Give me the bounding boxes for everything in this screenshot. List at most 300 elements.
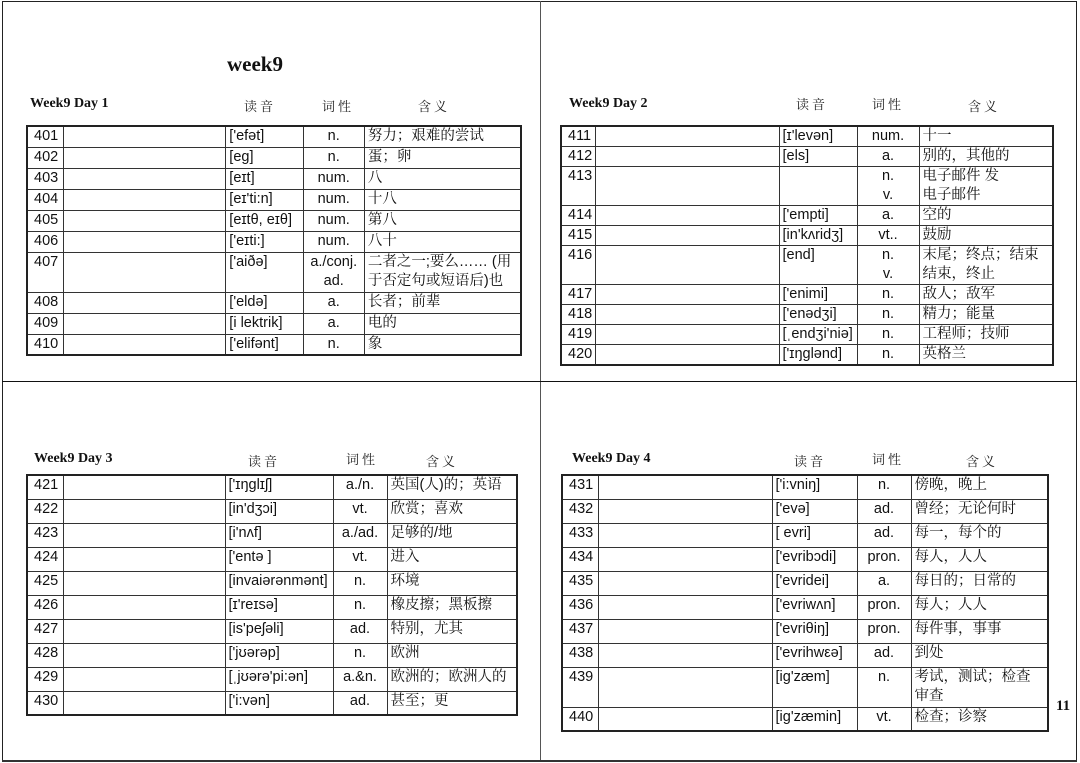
phonetic-cell: [eɪ'ti:n] xyxy=(226,189,303,210)
part-of-speech-cell xyxy=(857,226,919,246)
meaning-line: 努力；艰难的尝试 xyxy=(367,128,484,144)
part-of-speech-cell xyxy=(303,334,364,355)
part-of-speech: num. xyxy=(317,211,350,228)
meaning-line: 每人，人人 xyxy=(914,548,987,565)
header-meaning: 含义 xyxy=(418,100,451,115)
word-cell xyxy=(598,571,772,595)
meaning-line: 末尾；终点；结束 xyxy=(922,247,1039,263)
meaning-line: 象 xyxy=(367,335,383,352)
phonetic-cell: [eɪtθ, eɪθ] xyxy=(226,210,303,231)
part-of-speech: a./ad. xyxy=(341,524,379,541)
day-title: Week9 Day 3 xyxy=(34,451,113,466)
table-row xyxy=(27,643,517,667)
word-cell xyxy=(595,305,779,325)
word-cell xyxy=(598,667,772,707)
meaning-cell xyxy=(919,126,1053,147)
header-pos: 词性 xyxy=(872,98,905,113)
part-of-speech-cell xyxy=(857,499,911,523)
phonetic-cell: ['efət] xyxy=(226,126,303,147)
table-row xyxy=(561,126,1053,147)
word-cell xyxy=(595,246,779,285)
meaning-cell xyxy=(919,285,1053,305)
meaning-line: 于否定句或短语后)也 xyxy=(367,272,504,289)
part-of-speech-cell xyxy=(303,292,364,313)
table-row xyxy=(561,285,1053,305)
part-of-speech-cell xyxy=(857,147,919,167)
entry-number: 436 xyxy=(562,595,598,619)
entry-number: 412 xyxy=(561,147,595,167)
vocab-table-body xyxy=(27,475,517,715)
header-pos: 词性 xyxy=(346,453,379,468)
part-of-speech: n. xyxy=(881,247,895,263)
meaning-line: 每人；人人 xyxy=(914,596,987,613)
table-row xyxy=(27,499,517,523)
meaning-line: 第八 xyxy=(367,211,397,228)
entry-number: 411 xyxy=(561,126,595,147)
meaning-cell xyxy=(387,619,517,643)
meaning-line: 八 xyxy=(367,169,383,186)
part-of-speech-cell xyxy=(333,547,387,571)
entry-number: 418 xyxy=(561,305,595,325)
part-of-speech: pron. xyxy=(867,620,901,637)
word-cell xyxy=(598,475,772,499)
part-of-speech-cell xyxy=(303,168,364,189)
part-of-speech-cell xyxy=(857,246,919,285)
part-of-speech: vt. xyxy=(352,500,368,517)
part-of-speech: ad. xyxy=(349,620,371,637)
meaning-line: 别的，其他的 xyxy=(922,148,1010,164)
part-of-speech-cell xyxy=(333,643,387,667)
part-of-speech-cell xyxy=(303,231,364,252)
table-row xyxy=(562,571,1048,595)
word-cell xyxy=(595,147,779,167)
word-cell xyxy=(63,643,225,667)
entry-number: 417 xyxy=(561,285,595,305)
table-row xyxy=(27,168,521,189)
part-of-speech-cell xyxy=(857,619,911,643)
meaning-cell xyxy=(364,189,521,210)
table-row xyxy=(27,126,521,147)
part-of-speech: pron. xyxy=(867,548,901,565)
page-title: week9 xyxy=(227,52,283,76)
part-of-speech-cell xyxy=(333,475,387,499)
meaning-line: 环境 xyxy=(390,572,420,589)
word-cell xyxy=(598,643,772,667)
meaning-line: 十八 xyxy=(367,190,397,207)
word-cell xyxy=(63,292,226,313)
meaning-line: 审查 xyxy=(914,687,944,704)
entry-number: 421 xyxy=(27,475,63,499)
part-of-speech-cell xyxy=(333,667,387,691)
meaning-cell xyxy=(364,334,521,355)
vocab-table-day3 xyxy=(26,474,518,716)
word-cell xyxy=(595,126,779,147)
entry-number: 402 xyxy=(27,147,63,168)
entry-number: 428 xyxy=(27,643,63,667)
header-phonetic: 读音 xyxy=(244,100,277,115)
header-phonetic: 读音 xyxy=(248,455,281,470)
word-cell xyxy=(63,252,226,292)
phonetic-cell: ['jʊərəp] xyxy=(225,643,333,667)
meaning-cell xyxy=(911,667,1048,707)
meaning-line: 甚至；更 xyxy=(390,692,449,709)
entry-number: 432 xyxy=(562,499,598,523)
word-cell xyxy=(598,619,772,643)
phonetic-cell: ['eldə] xyxy=(226,292,303,313)
phonetic-cell: [ˌendʒi'niə] xyxy=(779,325,857,345)
entry-number: 423 xyxy=(27,523,63,547)
meaning-line: 精力；能量 xyxy=(922,306,995,322)
meaning-cell xyxy=(387,547,517,571)
table-row xyxy=(27,189,521,210)
table-row xyxy=(561,226,1053,246)
part-of-speech-cell xyxy=(303,313,364,334)
part-of-speech-cell xyxy=(303,252,364,292)
word-cell xyxy=(63,595,225,619)
meaning-cell xyxy=(919,147,1053,167)
phonetic-cell: ['eɪti:] xyxy=(226,231,303,252)
table-row xyxy=(27,147,521,168)
meaning-cell xyxy=(919,226,1053,246)
part-of-speech: n. xyxy=(881,326,895,342)
part-of-speech-cell xyxy=(857,643,911,667)
table-row xyxy=(562,523,1048,547)
meaning-cell xyxy=(911,707,1048,731)
entry-number: 434 xyxy=(562,547,598,571)
table-row xyxy=(27,313,521,334)
part-of-speech-cell xyxy=(857,325,919,345)
part-of-speech-cell xyxy=(857,206,919,226)
phonetic-cell: [i lektrik] xyxy=(226,313,303,334)
part-of-speech-cell xyxy=(857,523,911,547)
entry-number: 424 xyxy=(27,547,63,571)
phonetic-cell: [ig'zæm] xyxy=(772,667,857,707)
entry-number: 406 xyxy=(27,231,63,252)
meaning-cell xyxy=(364,231,521,252)
part-of-speech: n. xyxy=(881,346,895,362)
meaning-line: 电的 xyxy=(367,314,397,331)
part-of-speech: num. xyxy=(871,128,905,144)
part-of-speech: vt. xyxy=(352,548,368,565)
phonetic-cell: [els] xyxy=(779,147,857,167)
table-row xyxy=(562,643,1048,667)
part-of-speech-cell xyxy=(857,305,919,325)
header-meaning: 含义 xyxy=(966,455,999,470)
entry-number: 440 xyxy=(562,707,598,731)
part-of-speech: num. xyxy=(317,190,350,207)
meaning-line: 傍晚，晚上 xyxy=(914,477,987,493)
phonetic-cell: [end] xyxy=(779,246,857,285)
entry-number: 431 xyxy=(562,475,598,499)
meaning-line: 英格兰 xyxy=(922,346,966,362)
part-of-speech: ad. xyxy=(873,524,895,541)
header-pos: 词性 xyxy=(872,453,905,468)
word-cell xyxy=(63,571,225,595)
part-of-speech-cell xyxy=(333,571,387,595)
entry-number: 413 xyxy=(561,167,595,206)
phonetic-cell: ['evriwʌn] xyxy=(772,595,857,619)
meaning-cell xyxy=(911,547,1048,571)
word-cell xyxy=(598,523,772,547)
part-of-speech: n. xyxy=(881,286,895,302)
meaning-line: 结束，终止 xyxy=(922,266,995,282)
meaning-line: 八十 xyxy=(367,232,397,249)
table-row xyxy=(561,345,1053,366)
entry-number: 437 xyxy=(562,619,598,643)
entry-number: 419 xyxy=(561,325,595,345)
vocab-table-day2 xyxy=(560,125,1054,366)
part-of-speech: ad. xyxy=(873,500,895,517)
table-row xyxy=(561,206,1053,226)
meaning-cell xyxy=(387,691,517,715)
entry-number: 414 xyxy=(561,206,595,226)
phonetic-cell: ['i:vniŋ] xyxy=(772,475,857,499)
phonetic-cell: [invaiərənmənt] xyxy=(225,571,333,595)
phonetic-cell: ['enimi] xyxy=(779,285,857,305)
meaning-cell xyxy=(911,643,1048,667)
word-cell xyxy=(63,126,226,147)
meaning-cell xyxy=(911,571,1048,595)
table-row xyxy=(562,619,1048,643)
part-of-speech-cell xyxy=(857,345,919,366)
part-of-speech-cell xyxy=(857,475,911,499)
word-cell xyxy=(595,206,779,226)
meaning-cell xyxy=(911,523,1048,547)
phonetic-cell: [eɪt] xyxy=(226,168,303,189)
phonetic-cell: [in'kʌridʒ] xyxy=(779,226,857,246)
part-of-speech-cell xyxy=(333,499,387,523)
part-of-speech-cell xyxy=(333,523,387,547)
meaning-line: 二者之一;要么…… (用 xyxy=(367,253,512,270)
header-phonetic: 读音 xyxy=(796,98,829,113)
vocab-table-day4 xyxy=(561,474,1049,732)
part-of-speech: a./n. xyxy=(345,477,375,493)
vocab-table-body xyxy=(27,126,521,355)
part-of-speech-cell xyxy=(857,667,911,707)
word-cell xyxy=(598,499,772,523)
meaning-line: 电子邮件 发 xyxy=(922,168,1000,184)
meaning-line: 考试，测试；检查 xyxy=(914,668,1031,685)
part-of-speech-cell xyxy=(303,147,364,168)
part-of-speech: a. xyxy=(327,314,340,331)
table-row xyxy=(27,619,517,643)
entry-number: 433 xyxy=(562,523,598,547)
day-title: Week9 Day 4 xyxy=(572,451,651,466)
table-row xyxy=(27,210,521,231)
table-row xyxy=(27,571,517,595)
meaning-line: 十一 xyxy=(922,128,952,144)
entry-number: 415 xyxy=(561,226,595,246)
word-cell xyxy=(598,595,772,619)
meaning-line: 空的 xyxy=(922,207,952,223)
meaning-line: 敌人；敌军 xyxy=(922,286,995,302)
table-row xyxy=(27,334,521,355)
part-of-speech: ad. xyxy=(323,272,344,289)
phonetic-cell: ['evridei] xyxy=(772,571,857,595)
meaning-cell xyxy=(387,667,517,691)
meaning-line: 蛋；卵 xyxy=(367,148,412,165)
part-of-speech-cell xyxy=(333,691,387,715)
part-of-speech: n. xyxy=(881,306,895,322)
phonetic-cell: [eg] xyxy=(226,147,303,168)
table-row xyxy=(561,167,1053,206)
entry-number: 422 xyxy=(27,499,63,523)
meaning-line: 电子邮件 xyxy=(922,187,981,203)
part-of-speech: n. xyxy=(881,168,895,184)
bottom-border xyxy=(2,760,1077,762)
part-of-speech: a. xyxy=(881,207,895,223)
phonetic-cell: [in'dʒɔi] xyxy=(225,499,333,523)
phonetic-cell: ['ɪŋglənd] xyxy=(779,345,857,366)
table-row xyxy=(562,475,1048,499)
phonetic-cell xyxy=(779,167,857,206)
phonetic-cell: ['empti] xyxy=(779,206,857,226)
part-of-speech: vt. xyxy=(876,708,892,725)
meaning-line: 欧洲的；欧洲人的 xyxy=(390,668,507,685)
part-of-speech-cell xyxy=(857,547,911,571)
part-of-speech-cell xyxy=(857,167,919,206)
entry-number: 435 xyxy=(562,571,598,595)
part-of-speech: n. xyxy=(327,148,340,165)
part-of-speech: n. xyxy=(327,128,340,144)
meaning-line: 特别，尤其 xyxy=(390,620,463,637)
part-of-speech: ad. xyxy=(349,692,371,709)
part-of-speech: a. xyxy=(327,293,340,310)
word-cell xyxy=(63,189,226,210)
part-of-speech: n. xyxy=(327,335,340,352)
meaning-line: 鼓励 xyxy=(922,227,952,243)
phonetic-cell: [ evri] xyxy=(772,523,857,547)
word-cell xyxy=(63,231,226,252)
table-row xyxy=(27,475,517,499)
entry-number: 438 xyxy=(562,643,598,667)
part-of-speech: a./conj. xyxy=(310,253,358,270)
part-of-speech-cell xyxy=(333,595,387,619)
table-row xyxy=(27,231,521,252)
part-of-speech-cell xyxy=(303,210,364,231)
part-of-speech-cell xyxy=(303,189,364,210)
table-row xyxy=(562,499,1048,523)
meaning-line: 曾经；无论何时 xyxy=(914,500,1016,517)
table-row xyxy=(27,252,521,292)
part-of-speech: ad. xyxy=(873,644,895,661)
table-row xyxy=(561,325,1053,345)
part-of-speech: a. xyxy=(881,148,895,164)
meaning-cell xyxy=(919,305,1053,325)
meaning-cell xyxy=(387,523,517,547)
entry-number: 439 xyxy=(562,667,598,707)
word-cell xyxy=(595,167,779,206)
day-title: Week9 Day 2 xyxy=(569,96,648,111)
part-of-speech-cell xyxy=(333,619,387,643)
meaning-line: 工程师；技师 xyxy=(922,326,1010,342)
meaning-line: 欣赏；喜欢 xyxy=(390,500,463,517)
meaning-line: 每日的；日常的 xyxy=(914,572,1016,589)
table-row xyxy=(27,292,521,313)
table-row xyxy=(562,595,1048,619)
word-cell xyxy=(63,168,226,189)
part-of-speech: n. xyxy=(877,668,891,685)
word-cell xyxy=(63,334,226,355)
meaning-cell xyxy=(364,126,521,147)
part-of-speech: n. xyxy=(353,572,367,589)
day-title: Week9 Day 1 xyxy=(30,96,109,111)
word-cell xyxy=(63,523,225,547)
entry-number: 405 xyxy=(27,210,63,231)
table-row xyxy=(27,523,517,547)
part-of-speech: pron. xyxy=(867,596,901,613)
meaning-line: 每一，每个的 xyxy=(914,524,1002,541)
word-cell xyxy=(63,499,225,523)
table-row xyxy=(562,667,1048,707)
phonetic-cell: ['evriθiŋ] xyxy=(772,619,857,643)
part-of-speech: num. xyxy=(317,232,350,249)
phonetic-cell: [ˌjʊərə'pi:ən] xyxy=(225,667,333,691)
word-cell xyxy=(595,285,779,305)
word-cell xyxy=(63,313,226,334)
meaning-line: 检查；诊察 xyxy=(914,708,987,725)
header-phonetic: 读音 xyxy=(794,455,827,470)
table-row xyxy=(27,547,517,571)
meaning-cell xyxy=(919,345,1053,366)
entry-number: 416 xyxy=(561,246,595,285)
word-cell xyxy=(63,691,225,715)
word-cell xyxy=(63,475,225,499)
meaning-cell xyxy=(387,571,517,595)
meaning-line: 进入 xyxy=(390,548,420,565)
meaning-cell xyxy=(364,210,521,231)
part-of-speech: n. xyxy=(353,644,367,661)
meaning-cell xyxy=(387,595,517,619)
phonetic-cell: ['evribɔdi] xyxy=(772,547,857,571)
word-cell xyxy=(595,345,779,366)
phonetic-cell: ['evə] xyxy=(772,499,857,523)
entry-number: 425 xyxy=(27,571,63,595)
phonetic-cell: [i'nʌf] xyxy=(225,523,333,547)
meaning-line: 长者；前辈 xyxy=(367,293,441,310)
phonetic-cell: [is'peʃəli] xyxy=(225,619,333,643)
part-of-speech: v. xyxy=(882,187,894,203)
part-of-speech-cell xyxy=(857,595,911,619)
table-row xyxy=(561,246,1053,285)
part-of-speech: n. xyxy=(353,596,367,613)
meaning-cell xyxy=(364,292,521,313)
vocab-table-day1 xyxy=(26,125,522,356)
phonetic-cell: ['entə ] xyxy=(225,547,333,571)
part-of-speech-cell xyxy=(857,571,911,595)
meaning-cell xyxy=(919,206,1053,226)
phonetic-cell: ['i:vən] xyxy=(225,691,333,715)
meaning-cell xyxy=(364,168,521,189)
header-meaning: 含义 xyxy=(426,455,459,470)
meaning-line: 橡皮擦；黑板擦 xyxy=(390,596,492,613)
meaning-cell xyxy=(919,325,1053,345)
meaning-line: 欧洲 xyxy=(390,644,420,661)
table-row xyxy=(562,707,1048,731)
word-cell xyxy=(598,707,772,731)
meaning-cell xyxy=(911,475,1048,499)
entry-number: 427 xyxy=(27,619,63,643)
word-cell xyxy=(63,619,225,643)
meaning-cell xyxy=(364,252,521,292)
word-cell xyxy=(598,547,772,571)
part-of-speech: n. xyxy=(877,477,891,493)
part-of-speech-cell xyxy=(857,707,911,731)
entry-number: 409 xyxy=(27,313,63,334)
part-of-speech-cell xyxy=(857,126,919,147)
meaning-cell xyxy=(911,499,1048,523)
part-of-speech: num. xyxy=(317,169,350,186)
